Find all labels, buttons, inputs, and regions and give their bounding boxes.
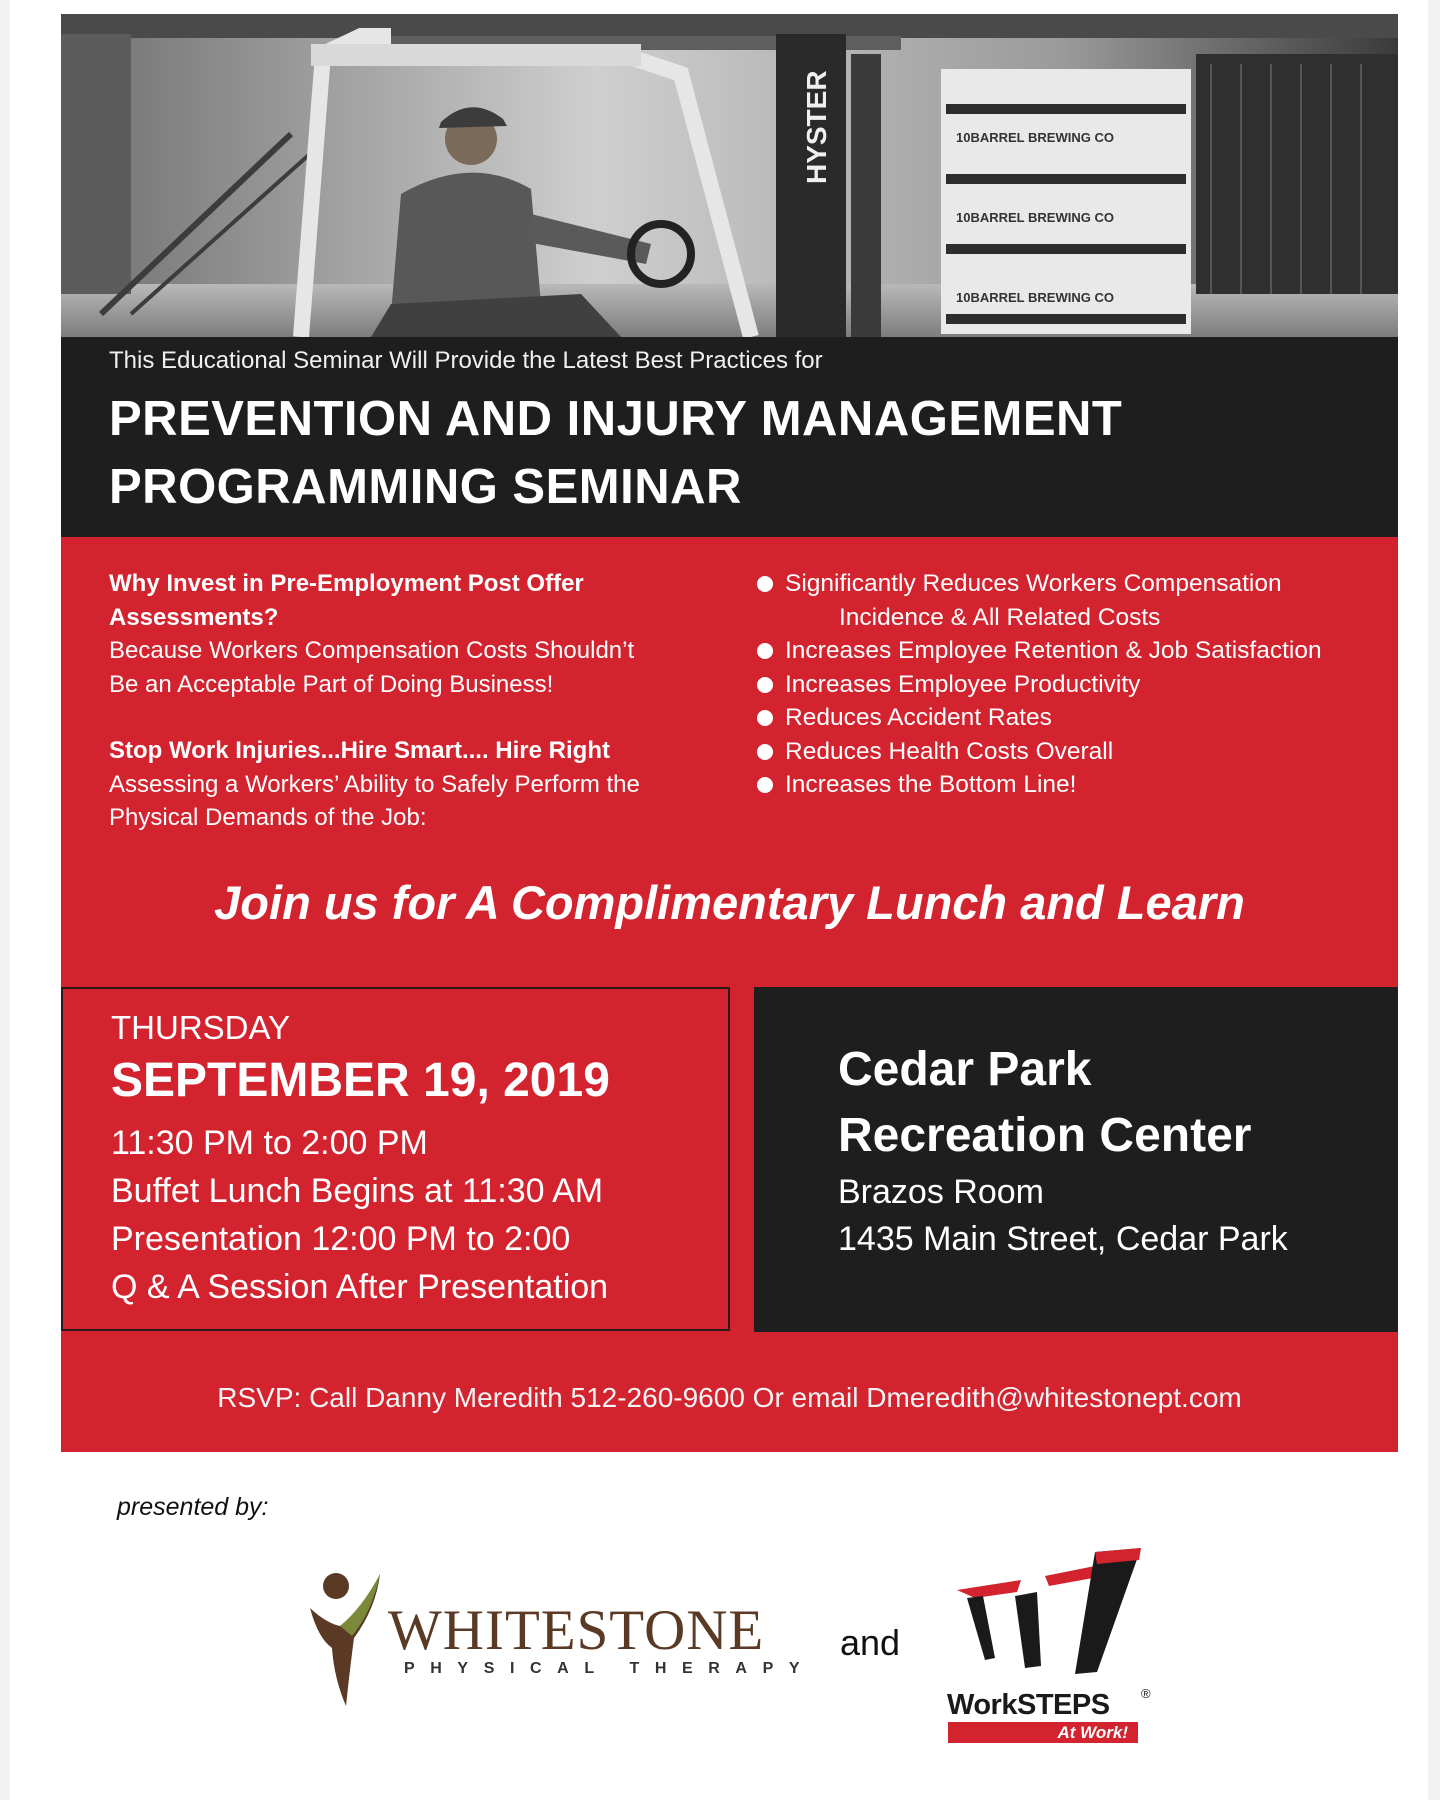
forklift-warehouse-illustration bbox=[61, 14, 1398, 337]
benefit-item: Reduces Health Costs Overall bbox=[755, 735, 1395, 769]
event-date-box bbox=[61, 987, 730, 1331]
venue-name-line-1: Cedar Park bbox=[838, 1043, 1092, 1096]
mast-brand-text: HYSTER bbox=[801, 70, 832, 184]
box-label-2: 10BARREL BREWING CO bbox=[956, 210, 1114, 225]
benefit-item: Increases the Bottom Line! bbox=[755, 768, 1395, 802]
event-presentation: Presentation 12:00 PM to 2:00 bbox=[111, 1220, 571, 1258]
stop-body-1: Assessing a Workers’ Ability to Safely Perform the bbox=[109, 770, 640, 798]
flyer-page bbox=[10, 0, 1428, 1800]
and-text: and bbox=[840, 1622, 901, 1663]
benefit-item: Increases Employee Retention & Job Satisfaction bbox=[755, 634, 1395, 668]
worksteps-wordmark: WorkSTEPS bbox=[947, 1689, 1110, 1721]
event-qa: Q & A Session After Presentation bbox=[111, 1268, 609, 1306]
event-day: THURSDAY bbox=[111, 1009, 291, 1046]
whitestone-wordmark: WHITESTONE bbox=[388, 1599, 765, 1662]
box-label-1: 10BARREL BREWING CO bbox=[956, 130, 1114, 145]
hero-photo bbox=[61, 14, 1398, 337]
benefit-item: Significantly Reduces Workers Compensation bbox=[755, 567, 1395, 601]
event-lunch: Buffet Lunch Begins at 11:30 AM bbox=[111, 1172, 604, 1210]
title-line-2: PROGRAMMING SEMINAR bbox=[109, 460, 742, 514]
benefit-continuation-text: Incidence & All Related Costs bbox=[839, 603, 1161, 631]
worksteps-registered-mark: ® bbox=[1141, 1686, 1151, 1701]
why-body-2: Be an Acceptable Part of Doing Business! bbox=[109, 670, 554, 698]
why-heading-2: Assessments? bbox=[109, 603, 279, 631]
join-headline: Join us for A Complimentary Lunch and Learn bbox=[214, 876, 1245, 929]
stop-heading: Stop Work Injuries...Hire Smart.... Hire Right bbox=[109, 737, 610, 764]
benefit-item: Increases Employee Productivity bbox=[755, 668, 1395, 702]
event-date: SEPTEMBER 19, 2019 bbox=[111, 1054, 610, 1107]
benefits-list bbox=[755, 567, 1395, 802]
benefit-item-continuation bbox=[755, 601, 1395, 635]
event-schedule bbox=[111, 1119, 608, 1311]
venue-name-line-2: Recreation Center bbox=[838, 1109, 1252, 1162]
why-body-1: Because Workers Compensation Costs Shouldn’t bbox=[109, 637, 635, 664]
worksteps-tagline: At Work! bbox=[948, 1722, 1138, 1743]
stop-body-2: Physical Demands of the Job: bbox=[109, 804, 427, 831]
whitestone-figure-icon bbox=[306, 1568, 386, 1708]
event-time: 11:30 PM to 2:00 PM bbox=[111, 1124, 428, 1162]
box-label-3: 10BARREL BREWING CO bbox=[956, 290, 1114, 305]
why-invest-section bbox=[109, 567, 729, 835]
benefit-item: Reduces Accident Rates bbox=[755, 701, 1395, 735]
presented-by: presented by: bbox=[117, 1493, 269, 1521]
info-band bbox=[61, 537, 1398, 1452]
seminar-title bbox=[109, 385, 1122, 521]
rsvp-line: RSVP: Call Danny Meredith 512-260-9600 Or email Dmeredith@whitestonept.com bbox=[217, 1382, 1242, 1413]
worksteps-w-icon bbox=[945, 1548, 1145, 1688]
venue-box bbox=[754, 987, 1398, 1332]
why-heading-1: Why Invest in Pre-Employment Post Offer bbox=[109, 570, 584, 597]
title-line-1: PREVENTION AND INJURY MANAGEMENT bbox=[109, 392, 1123, 446]
venue-name bbox=[838, 1037, 1251, 1169]
venue-address bbox=[838, 1169, 1288, 1263]
header-band bbox=[61, 337, 1398, 537]
venue-room: Brazos Room bbox=[838, 1173, 1044, 1211]
whitestone-subtitle: PHYSICAL THERAPY bbox=[404, 1660, 816, 1677]
venue-street: 1435 Main Street, Cedar Park bbox=[838, 1220, 1288, 1258]
seminar-intro: This Educational Seminar Will Provide the Latest Best Practices for bbox=[109, 347, 823, 374]
